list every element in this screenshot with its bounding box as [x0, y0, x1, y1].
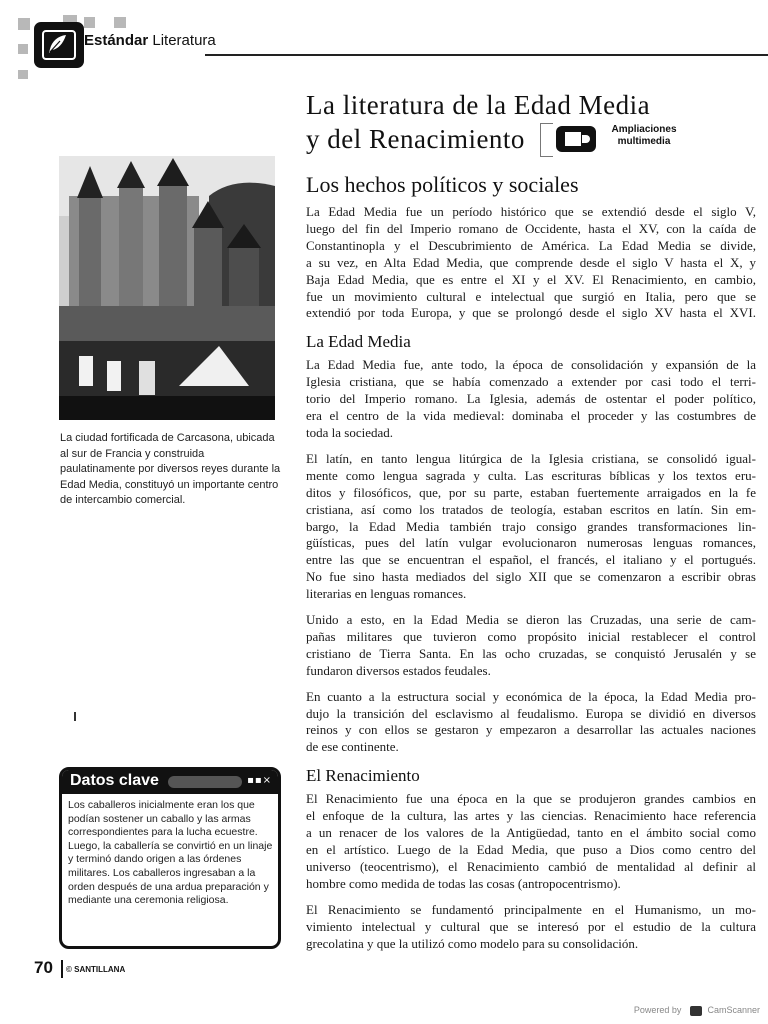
renaissance-paragraph-2	[306, 902, 756, 953]
text-line: universo (teocentrismo), el Renacimiento cambió de mentalidad al definir al	[306, 858, 756, 874]
text-line: torio del Imperio romano. La Iglesia, además de ostentar el poder político,	[306, 391, 756, 407]
multimedia-link[interactable]	[540, 123, 690, 157]
text-line: extendió por toda Europa, y que se prolongó desde el siglo XV hasta el XVI.	[306, 305, 756, 321]
text-line: era el centro de la vida medieval: dominaba el proceder y las costumbres de	[306, 408, 756, 424]
page-title-line-1: La literatura de la Edad Media	[306, 90, 651, 120]
text-line: Constantinopla y el Descubrimiento de América. La Edad Media se divide,	[306, 237, 756, 253]
text-line: fundaron diversos estados feudales.	[306, 662, 491, 678]
text-line: el enfoque de la cultura, las artes y las ciencias. Renacimiento hace referencia	[306, 808, 756, 824]
text-line: cristiana, así como los tratados de teología, estaban escritos en latín. Sin em-	[306, 501, 756, 517]
text-line: Baja Edad Media, que es entre el XI y el XV. El Renacimiento, en cambio,	[306, 271, 756, 287]
heading-middle-ages: La Edad Media	[306, 332, 411, 352]
key-facts-text: Los caballeros inicialmente eran los que podían sostener un caballo y las armas correspondientes para la lucha ecuestre. Luego, la caballería se convirtió en un linaje y terminó dando origen a las órdenes militares. Los caballeros ingresaban a la orden después de una ardua preparación y mediante una ceremonia religiosa.	[68, 799, 273, 907]
text-line: grecolatina y que la utilizó como modelo para su consolidación.	[306, 935, 639, 951]
text-line: ditos y filosóficos, que, por su parte, estaban fuertemente arraigados en la fe	[306, 484, 756, 500]
header-square-5	[18, 44, 28, 54]
text-line: pañas militares que tuvieron como propósito inicial restablecer el control	[306, 628, 756, 644]
renaissance-paragraph-1	[306, 791, 756, 892]
text-line: fue un movimiento cultural e intelectual que surgió en Italia, pero que se	[306, 288, 756, 304]
multimedia-bracket	[540, 123, 553, 157]
series-label-subject: Literatura	[152, 32, 216, 49]
text-line: de ese continente.	[306, 739, 399, 755]
text-line: toda la sociedad.	[306, 424, 393, 440]
text-line: El Renacimiento fue una época en la que se produjeron grandes cambios en	[306, 791, 756, 807]
camscanner-icon	[690, 1006, 702, 1016]
publisher-mark: © SANTILLANA	[66, 965, 126, 974]
middle-ages-paragraph-3	[306, 612, 756, 680]
multimedia-label-line-2: multimedia	[617, 136, 671, 147]
series-badge	[34, 22, 84, 68]
feather-icon	[46, 33, 68, 55]
header-square-6	[18, 70, 28, 79]
text-line: literarias en lenguas romances.	[306, 586, 467, 602]
text-line: mente como lengua sagrada y culta. Las escrituras bíblicas y los textos eru-	[306, 467, 756, 483]
text-line: reinos y con ellos se gestaron y empezaron a desarrollar las actuales naciones	[306, 722, 756, 738]
text-line: cristiano de Tierra Santa. En las ocho cruzadas, se conquistó Jerusalén y se	[306, 645, 756, 661]
middle-ages-paragraph-2	[306, 451, 756, 603]
key-facts-pill	[168, 776, 242, 788]
page-number-divider	[61, 960, 63, 978]
header-rule	[205, 54, 768, 56]
heading-politics: Los hechos políticos y sociales	[306, 172, 579, 197]
page-number: 70	[34, 958, 53, 977]
middle-ages-paragraph-4	[306, 689, 756, 757]
text-line: luego del fin del Imperio romano de Occidente, hasta el XV, con la caída de	[306, 220, 756, 236]
multimedia-label-line-1: Ampliaciones	[611, 124, 677, 135]
text-line: La Edad Media fue un período histórico que se extendió desde el siglo V,	[306, 204, 756, 219]
multimedia-icon	[556, 126, 596, 152]
text-line: dujo la transición del esclavismo al feudalismo. Europa se dividió en diversos	[306, 705, 756, 721]
politics-paragraph-1	[306, 204, 756, 322]
text-line: El latín, en tanto lengua litúrgica de la Iglesia cristiana, se consolidó igual-	[306, 450, 756, 466]
series-label-bold: Estándar	[84, 32, 149, 49]
carcassonne-photo	[59, 156, 275, 420]
heading-renaissance: El Renacimiento	[306, 766, 420, 786]
scanner-watermark	[634, 1005, 760, 1016]
key-facts-header	[62, 770, 278, 794]
header-square-3	[84, 17, 95, 28]
window-controls-icon: ▪▪×	[247, 775, 272, 786]
watermark-brand: CamScanner	[707, 1005, 760, 1015]
text-line: entre las que se encuentran el español, el francés, el italiano y el portugués.	[306, 552, 756, 568]
text-line: Unido a esto, en la Edad Media se dieron las Cruzadas, una serie de cam-	[306, 612, 756, 628]
text-line: vimiento intelectual y cultural que se interesó por el estudio de la cultura	[306, 918, 756, 934]
text-line: a su vez, en Alta Edad Media, que comprende desde el siglo V hasta el X, y	[306, 254, 756, 270]
text-line: No fue sino hasta mediados del siglo XII que se comenzaron a escribir obras	[306, 569, 756, 585]
text-line: a un renacer de los valores de la Antigüedad, tanto en el ámbito social como	[306, 825, 756, 841]
text-line: El Renacimiento se fundamentó principalmente en el Humanismo, un mo-	[306, 901, 756, 917]
text-line: güísticas, pues del latín vulgar evolucionaron numerosas lenguas romances,	[306, 535, 756, 551]
key-facts-title: Datos clave	[70, 772, 159, 789]
header-square-1	[18, 18, 30, 30]
text-line: La Edad Media fue, ante todo, la época de consolidación y expansión de la	[306, 357, 756, 373]
header-square-4	[114, 17, 126, 28]
text-line: En cuanto a la estructura social y económica de la época, la Edad Media pro-	[306, 688, 756, 704]
series-label	[84, 32, 216, 49]
main-text-column	[306, 172, 756, 961]
watermark-prefix: Powered by	[633, 1005, 682, 1015]
margin-tick	[74, 712, 76, 721]
text-line: bargo, la Edad Media también trajo consigo grandes transformaciones lin-	[306, 518, 756, 534]
multimedia-label	[604, 124, 684, 148]
key-facts-box	[59, 767, 281, 949]
text-line: en el artístico. Luego de la Edad Media, que puso a Dios como centro del	[306, 842, 756, 857]
middle-ages-paragraph-1	[306, 357, 756, 442]
text-line: Iglesia cristiana, que se había comenzado a extender por casi todo el terri-	[306, 374, 756, 390]
photo-caption: La ciudad fortificada de Carcasona, ubicada al sur de Francia y construida paulatinamente por diversos reyes durante la Edad Media, constituyó un importante centro de intercambio comercial.	[60, 432, 281, 506]
text-line: hombre como medida de todas las cosas (antropocentrismo).	[306, 875, 621, 891]
page-title-line-2: y del Renacimiento	[306, 124, 525, 154]
